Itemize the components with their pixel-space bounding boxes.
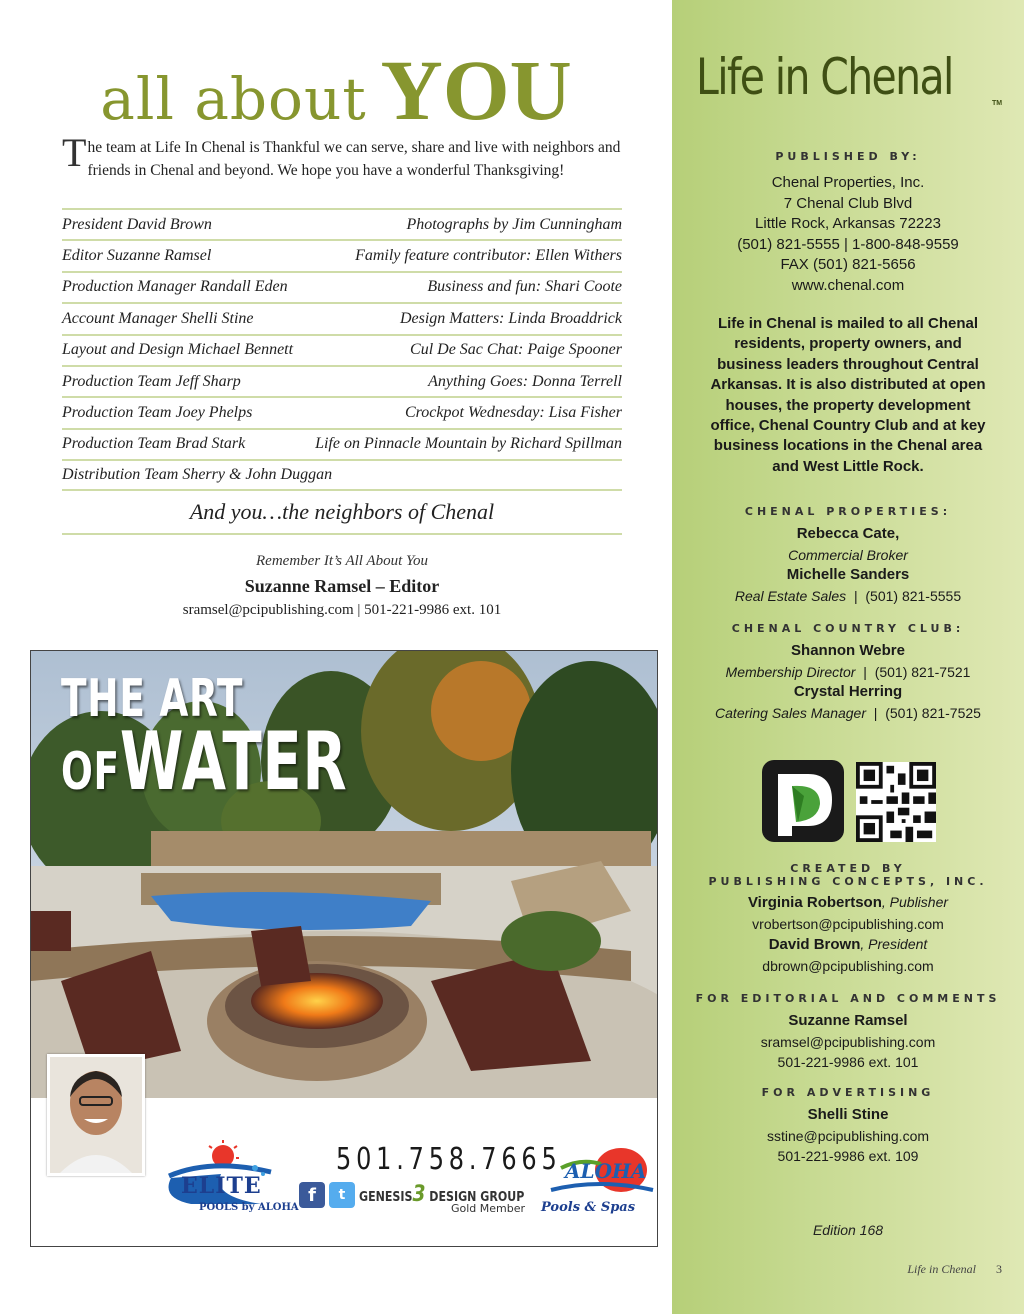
created-by-section xyxy=(672,862,1024,976)
elite-subtitle: POOLS by ALOHA xyxy=(199,1202,299,1213)
credit-right: Photographs by Jim Cunningham xyxy=(406,215,622,233)
intro-paragraph xyxy=(62,130,624,182)
contact-title: Membership Director xyxy=(725,663,856,680)
chenal-properties-section xyxy=(672,505,1024,606)
masthead-title: Life in Chenal xyxy=(696,48,953,106)
advertising-section xyxy=(672,1086,1024,1167)
contact-title: Catering Sales Manager xyxy=(715,704,867,721)
credit-left: Production Team Brad Stark xyxy=(62,435,246,453)
page-folio xyxy=(882,1262,1002,1277)
credit-row xyxy=(62,302,622,333)
facebook-icon[interactable]: f xyxy=(299,1182,325,1208)
country-club-heading: CHENAL COUNTRY CLUB: xyxy=(731,622,965,635)
ad-title-line1: THE ART xyxy=(61,669,244,729)
twitter-icon[interactable]: t xyxy=(329,1182,355,1208)
chenal-properties-heading: CHENAL PROPERTIES: xyxy=(744,505,952,518)
life-in-chenal-logo xyxy=(696,48,1008,128)
edition-number: Edition 168 xyxy=(812,1222,884,1238)
distribution-note xyxy=(672,314,1024,477)
advertiser-photo xyxy=(47,1054,145,1176)
staff-credits xyxy=(62,208,622,491)
published-by-heading: PUBLISHED BY: xyxy=(775,150,921,163)
folio-title: Life in Chenal xyxy=(907,1262,976,1276)
contact-detail: Membership Director | (501) 821-7521 xyxy=(725,663,971,680)
contact-phone: (501) 821-7521 xyxy=(874,663,971,680)
credit-row xyxy=(62,365,622,396)
elite-wordmark: ELITE xyxy=(181,1173,262,1199)
publisher-line: Little Rock, Arkansas 72223 xyxy=(755,215,941,232)
ad-title-water: WATER xyxy=(119,715,348,809)
genesis-word: GENESIS xyxy=(359,1190,413,1205)
contact-name: Shannon Webre xyxy=(791,642,905,659)
credit-right: Life on Pinnacle Mountain by Richard Spillman xyxy=(315,435,622,453)
credit-left: Editor Suzanne Ramsel xyxy=(62,247,212,265)
contact-name: Virginia Robertson xyxy=(747,894,882,911)
remember-line: Remember It’s All About You xyxy=(256,553,428,569)
ad-title-of: OF xyxy=(61,742,120,803)
credit-right: Business and fun: Shari Coote xyxy=(427,278,622,296)
credit-row xyxy=(62,428,622,459)
credit-right: Design Matters: Linda Broaddrick xyxy=(399,309,622,327)
contact-phone: 501-221-9986 ext. 101 xyxy=(777,1054,919,1070)
drop-cap: T xyxy=(62,130,87,175)
credit-left: Production Team Jeff Sharp xyxy=(62,372,241,390)
credit-right: Crockpot Wednesday: Lisa Fisher xyxy=(404,404,622,422)
ad-photo xyxy=(31,651,657,1098)
contact-email[interactable]: sstine@pcipublishing.com xyxy=(766,1127,930,1144)
contact-name: Rebecca Cate, xyxy=(796,525,900,542)
editor-name: Suzanne Ramsel – Editor xyxy=(244,576,440,596)
credit-row xyxy=(62,334,622,365)
portrait-image xyxy=(50,1057,142,1173)
masthead-sidebar xyxy=(672,0,1024,1314)
credit-right: Anything Goes: Donna Terrell xyxy=(428,372,622,390)
contact-title: Real Estate Sales xyxy=(734,587,847,604)
pci-logo-icon xyxy=(762,760,844,842)
contact-email[interactable]: sramsel@pcipublishing.com xyxy=(760,1033,936,1050)
aloha-subtitle: Pools & Spas xyxy=(541,1200,636,1215)
publisher-line: Chenal Properties, Inc. xyxy=(771,174,925,191)
pool-advertisement xyxy=(30,650,658,1247)
credit-row xyxy=(62,396,622,427)
contact-phone: (501) 821-7525 xyxy=(885,704,981,721)
credit-row xyxy=(62,208,622,239)
credit-left: Production Team Joey Phelps xyxy=(62,404,253,422)
credit-row xyxy=(62,459,622,490)
editor-contact: sramsel@pcipublishing.com | 501-221-9986 ext. 101 xyxy=(182,602,502,618)
aloha-wordmark: ALOHA xyxy=(565,1159,647,1183)
editorial-section xyxy=(672,992,1024,1073)
contact-name: Shelli Stine xyxy=(807,1106,889,1123)
created-by-heading: CREATED BY xyxy=(790,862,906,875)
ad-title-line2 xyxy=(61,715,348,809)
qr-code-icon[interactable] xyxy=(856,762,936,842)
published-by-section xyxy=(672,150,1024,296)
credit-left: Production Manager Randall Eden xyxy=(62,278,288,296)
staff-line xyxy=(672,934,1024,956)
publisher-line: 7 Chenal Club Blvd xyxy=(783,194,913,212)
page-number: 3 xyxy=(996,1262,1002,1276)
ad-footer xyxy=(31,1098,657,1246)
contact-detail: Catering Sales Manager | (501) 821-7525 xyxy=(715,704,981,721)
contact-phone: (501) 821-5555 xyxy=(865,587,962,604)
gold-member-label: Gold Member xyxy=(451,1202,526,1215)
page-headline xyxy=(0,40,672,140)
credit-left: President David Brown xyxy=(62,215,212,233)
ad-title xyxy=(61,669,348,809)
contact-title: , President xyxy=(860,936,928,952)
credit-left: Layout and Design Michael Bennett xyxy=(62,341,294,359)
editorial-heading: FOR EDITORIAL AND COMMENTS xyxy=(695,992,1001,1005)
genesis-three: 3 xyxy=(412,1182,426,1207)
credit-row xyxy=(62,271,622,302)
credit-left: Account Manager Shelli Stine xyxy=(62,309,254,327)
contact-name: Michelle Sanders xyxy=(786,566,910,583)
contact-name: Crystal Herring xyxy=(793,683,903,700)
contact-name: Suzanne Ramsel xyxy=(788,1012,908,1029)
intro-text: he team at Life In Chenal is Thankful we can serve, share and live with neighbors and friends in Chenal and beyond. We hope you have a wonderful Thanksgiving! xyxy=(87,139,621,179)
contact-title: , Publisher xyxy=(881,894,949,910)
mailed-paragraph: Life in Chenal is mailed to all Chenal residents, property owners, and business leaders throughout Central Arkansas. It is also distributed at open houses, the property development office, Chenal Country Club and at key business locations in the Chenal area and West Little Rock. xyxy=(710,315,986,475)
credit-left: Distribution Team Sherry & John Duggan xyxy=(62,465,333,483)
publisher-website[interactable]: www.chenal.com xyxy=(791,276,905,294)
contact-title: Commercial Broker xyxy=(788,546,908,563)
contact-detail: Real Estate Sales | (501) 821-5555 xyxy=(734,587,962,604)
trademark-mark: TM xyxy=(992,100,1003,107)
neighbors-tagline: And you…the neighbors of Chenal xyxy=(62,499,622,535)
country-club-section xyxy=(672,622,1024,723)
advertising-heading: FOR ADVERTISING xyxy=(761,1086,935,1099)
headline-small: all about xyxy=(100,65,367,133)
publishing-concepts-heading: PUBLISHING CONCEPTS, INC. xyxy=(708,875,988,888)
genesis-tail: DESIGN GROUP xyxy=(429,1190,525,1205)
editor-signature xyxy=(62,550,622,620)
staff-line xyxy=(672,892,1024,914)
contact-name: David Brown xyxy=(768,936,861,953)
headline-big: YOU xyxy=(380,42,572,138)
contact-email[interactable]: dbrown@pcipublishing.com xyxy=(762,957,934,974)
publisher-line: (501) 821-5555 | 1-800-848-9559 xyxy=(737,235,959,253)
credit-right: Cul De Sac Chat: Paige Spooner xyxy=(410,341,622,359)
ad-phone-number: 501.758.7665 xyxy=(336,1142,562,1177)
contact-phone: 501-221-9986 ext. 109 xyxy=(777,1148,919,1164)
publisher-line: FAX (501) 821-5656 xyxy=(780,256,916,273)
credit-row xyxy=(62,239,622,270)
contact-email[interactable]: vrobertson@pcipublishing.com xyxy=(752,915,944,932)
credit-right: Family feature contributor: Ellen Withers xyxy=(355,247,622,265)
